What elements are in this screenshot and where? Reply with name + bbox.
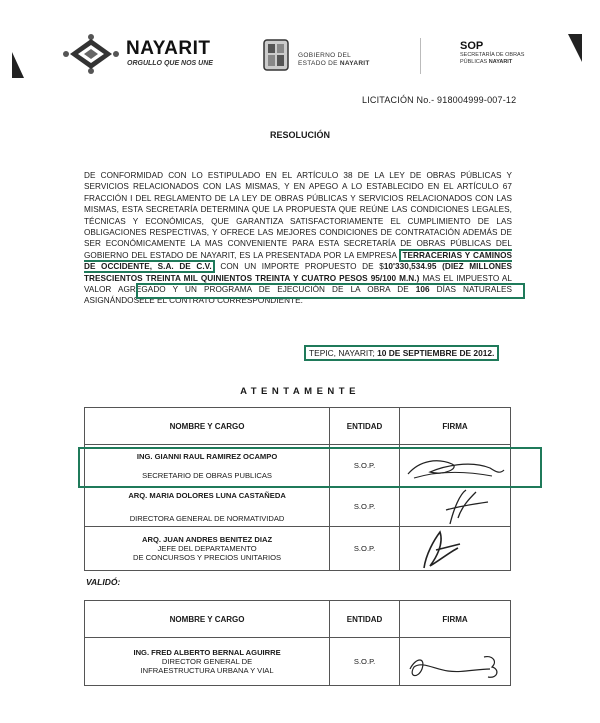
valido-label: VALIDÓ: xyxy=(86,577,121,587)
signer-name: ING. GIANNI RAUL RAMIREZ OCAMPO xyxy=(136,451,278,461)
nayarit-logo xyxy=(60,32,230,76)
body-part4: DÍAS NATURALES ASIGNÁNDOSELE EL CONTRATO CORRESPONDIENTE. xyxy=(84,285,512,306)
nayarit-slogan: ORGULLO QUE NOS UNE xyxy=(127,60,213,67)
gobierno-logo xyxy=(262,38,402,78)
nayarit-name: NAYARIT xyxy=(126,38,211,59)
gobierno-line2: ESTADO DE xyxy=(298,60,338,67)
header-firma: FIRMA xyxy=(399,408,510,445)
table-row xyxy=(85,527,511,571)
sop-line2-bold: NAYARIT xyxy=(488,59,513,65)
signature-drawing xyxy=(400,488,510,526)
signer-cell xyxy=(85,527,330,571)
header-entidad: ENTIDAD xyxy=(330,408,400,445)
fecha-dia: 10 DE SEPTIEMBRE DE 2012. xyxy=(377,348,495,358)
sop-logo xyxy=(460,40,560,66)
signer-entidad: S.O.P. xyxy=(330,487,400,527)
signer-cell xyxy=(85,445,330,487)
signature-cell xyxy=(399,638,510,686)
body-part2: CON UN IMPORTE PROPUESTO DE $ xyxy=(220,262,384,272)
atentamente-heading: ATENTAMENTE xyxy=(240,386,360,397)
signer-entidad: S.O.P. xyxy=(330,527,400,571)
nayarit-diamond-icon xyxy=(60,32,122,76)
resolution-body xyxy=(84,170,512,307)
empresa-name: TERRACERIAS Y CAMINOS DE OCCIDENTE, S.A. DE C.V. xyxy=(84,250,513,272)
signer-role: DIRECTORA GENERAL DE NORMATIVIDAD xyxy=(129,513,285,523)
signer-role-2: DE CONCURSOS Y PRECIOS UNITARIOS xyxy=(133,553,282,562)
gobierno-line1: GOBIERNO DEL xyxy=(298,52,352,59)
header-divider xyxy=(420,38,421,74)
corner-mark-left xyxy=(12,52,24,78)
signature-cell xyxy=(399,527,510,571)
fecha-lugar: TEPIC, NAYARIT; xyxy=(309,348,375,358)
signature-table xyxy=(84,407,511,571)
importe-amount: 10'330,534.95 (DIEZ MILLONES TRESCIENTOS TREINTA MIL QUINIENTOS TREINTA Y CUATRO PESOS 95/100 M.N.) xyxy=(84,262,512,283)
coat-of-arms-icon xyxy=(262,38,290,74)
signature-drawing xyxy=(400,528,510,570)
signature-cell xyxy=(399,487,510,527)
header-nombre: NOMBRE Y CARGO xyxy=(85,408,330,445)
sop-line2: PÚBLICAS xyxy=(460,59,488,65)
sop-line1: SECRETARÍA DE OBRAS xyxy=(460,52,525,58)
signature-drawing xyxy=(400,639,510,685)
table-header-row xyxy=(85,601,511,638)
table-row xyxy=(85,487,511,527)
corner-mark-right xyxy=(568,34,582,62)
signer-cell xyxy=(85,487,330,527)
validation-table xyxy=(84,600,511,686)
signature-drawing xyxy=(400,446,510,486)
signer-role-2: INFRAESTRUCTURA URBANA Y VIAL xyxy=(140,666,274,675)
table-row xyxy=(85,638,511,686)
signer-role: DIRECTOR GENERAL DE xyxy=(161,657,253,666)
signer-name: ARQ. JUAN ANDRES BENITEZ DIAZ xyxy=(142,535,273,544)
signer-entidad: S.O.P. xyxy=(330,638,400,686)
signature-cell xyxy=(399,445,510,487)
body-part3: MAS EL IMPUESTO AL VALOR AGREGADO Y UN PROGRAMA DE EJECUCIÓN DE LA OBRA DE xyxy=(84,273,512,295)
signer-name: ING. FRED ALBERTO BERNAL AGUIRRE xyxy=(133,648,281,657)
table-header-row xyxy=(85,408,511,445)
licitacion-number: LICITACIÓN No.- 918004999-007-12 xyxy=(362,95,517,105)
header-entidad: ENTIDAD xyxy=(330,601,400,638)
body-part1: DE CONFORMIDAD CON LO ESTIPULADO EN EL ARTÍCULO 38 DE LA LEY DE OBRAS PÚBLICAS Y SERVICIOS RELACIONADOS CON LAS MISMAS, Y EN APEGO A LO ESTABLECIDO EN EL ARTÍCULO 67 FRACCIÓN I DEL REGLAMENTO DE LA LEY DE OBRAS PÚBLICAS Y SERVICIOS RELACIONADOS CON LAS MISMAS, ESTA SECRETARÍA DETERMINA QUE LA PROPUESTA QUE REÚNE LAS CONDICIONES LEGALES, TÉCNICAS Y ECONÓMICAS, QUE GARANTIZA SATISFACTORIAMENTE EL CUMPLIMIENTO DE LAS OBLIGACIONES RESPECTIVAS, Y OFRECE LAS MEJORES CONDICIONES DE CONTRATACIÓN ADEMÁS DE SER ECONÓMICAMENTE LA MAS CONVENIENTE PARA ESTA SECRETARÍA DE OBRAS PÚBLICAS DEL GOBIERNO DEL ESTADO DE NAYARIT, ES LA PRESENTADA POR LA EMPRESA xyxy=(84,171,512,260)
document-title: RESOLUCIÓN xyxy=(269,130,330,140)
table-row xyxy=(85,445,511,487)
sop-title: SOP xyxy=(460,40,484,52)
gobierno-line2-bold: NAYARIT xyxy=(339,60,370,67)
signer-cell xyxy=(85,638,330,686)
signer-role: SECRETARIO DE OBRAS PUBLICAS xyxy=(142,470,272,480)
dias-count: 106 xyxy=(415,285,430,295)
header-nombre: NOMBRE Y CARGO xyxy=(85,601,330,638)
signer-entidad: S.O.P. xyxy=(330,445,400,487)
signer-name: ARQ. MARIA DOLORES LUNA CASTAÑEDA xyxy=(128,490,286,500)
fecha-line xyxy=(304,345,499,361)
signer-role: JEFE DEL DEPARTAMENTO xyxy=(157,544,257,553)
header-firma: FIRMA xyxy=(399,601,510,638)
